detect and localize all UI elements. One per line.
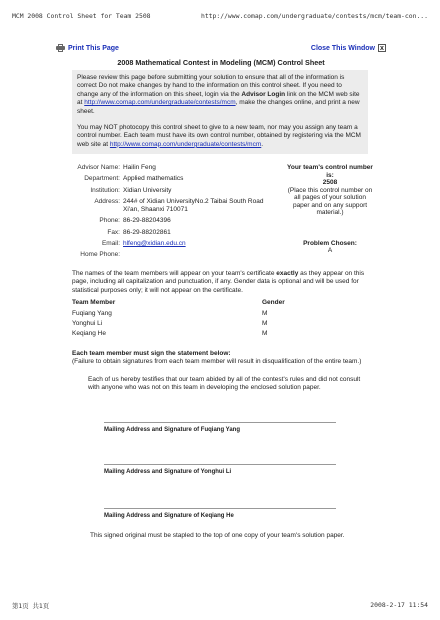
problem-chosen-block [286, 240, 374, 254]
email-link[interactable]: hlfeng@xidian.edu.cn [123, 240, 186, 248]
gender-header: Gender [262, 299, 285, 306]
page-title: 2008 Mathematical Contest in Modeling (MCM) Control Sheet [117, 58, 325, 67]
header-title: MCM 2008 Control Sheet for Team 2508 [12, 12, 151, 20]
printer-icon [56, 44, 65, 52]
header-url: http://www.comap.com/undergraduate/contests/mcm/team-con... [200, 12, 428, 20]
member-name: Fuqiang Yang [72, 309, 112, 317]
signature-line [104, 422, 336, 423]
table-row [72, 328, 368, 338]
phone-row: Phone: 86-29-88204396 [60, 217, 270, 225]
institution-row: Institution: Xidian University [60, 187, 270, 195]
home-phone-row: Home Phone: [60, 251, 270, 259]
home-phone [123, 251, 270, 259]
table-row [72, 308, 368, 318]
email-row: Email: hlfeng@xidian.edu.cn [101, 240, 186, 248]
member-gender: M [262, 319, 268, 327]
department-row: Department: Applied mathematics [60, 175, 270, 183]
instructions-paragraph-2: You may NOT photocopy this control sheet to give to a new team, nor may you assign any team a control number. Each team must have its own control number, obtained by registering via the MCM web site at http://www.comap.com/undergraduate/contests/mcm. [77, 124, 361, 148]
mcm-website-link-2[interactable]: http://www.comap.com/undergraduate/contests/mcm [109, 140, 262, 148]
signature-block [104, 422, 336, 433]
problem-value: A [327, 247, 333, 254]
table-header-row [72, 299, 368, 308]
control-number-block [286, 164, 374, 217]
team-member-header: Team Member [72, 299, 116, 306]
member-gender: M [262, 329, 268, 337]
table-row [72, 318, 368, 328]
control-number-note: (Place this control number on all pages of your solution paper and on any support material.) [287, 186, 373, 216]
control-number: 2508 [322, 179, 338, 186]
signature-line [104, 508, 336, 509]
print-header [12, 12, 428, 20]
exactly-emphasis: exactly [276, 270, 299, 277]
footer-page: 第1页 共1页 [12, 602, 50, 610]
institution: Xidian University [123, 186, 172, 194]
advisor-login-text: Advisor Login [241, 90, 286, 98]
footer-timestamp: 2008-2-17 11:54 [370, 601, 428, 609]
signature-line [104, 464, 336, 465]
signature-label: Mailing Address and Signature of Yonghui Li [104, 469, 232, 475]
address: 244# of Xidian UniversityNo.2 Taibai South Road Xi'an, Shaanxi 710071 [123, 197, 264, 214]
team-members-table [72, 299, 368, 338]
address-row: Address: 244# of Xidian UniversityNo.2 Taibai South Road Xi'an, Shaanxi 710071 [60, 198, 270, 215]
sign-subheading: (Failure to obtain signatures from each team member will result in disqualification of the entire team.) [72, 358, 362, 365]
signature-block [104, 464, 336, 475]
department: Applied mathematics [123, 175, 184, 183]
advisor-name: Hailin Feng [123, 164, 156, 171]
names-note: The names of the team members will appear on your team's certificate exactly as they appear on this page, including all capitalization and punctuation, if any. Gender data is optional and will be used for statistical purposes only; it will not appear on the certificate. [72, 270, 365, 294]
advisor-info [60, 164, 270, 263]
integrity-statement: Each of us hereby testifies that our team abided by all of the contest's rules and did not consult with anyone who was not on this team in developing the enclosed solution paper. [88, 376, 361, 392]
signature-block [104, 508, 336, 519]
fax-row: Fax: 86-29-88202861 [60, 229, 270, 237]
fax: 86-29-88202861 [123, 228, 171, 236]
sign-heading: Each team member must sign the statement below: [72, 350, 231, 357]
footer-note: This signed original must be stapled to the top of one copy of your team's solution paper. [90, 532, 345, 539]
close-icon: x [378, 44, 386, 52]
instructions-box [72, 70, 368, 154]
mcm-website-link[interactable]: http://www.comap.com/undergraduate/contests/mcm [84, 99, 236, 107]
print-page-button[interactable] [56, 44, 119, 52]
signature-label: Mailing Address and Signature of Keqiang He [104, 513, 234, 519]
advisor-name-row: Advisor Name: Hailin Feng [60, 164, 270, 172]
problem-heading: Problem Chosen: [303, 240, 357, 247]
toolbar [56, 44, 386, 58]
print-label: Print This Page [68, 44, 119, 52]
instructions-paragraph-1: Please review this page before submitting your solution to ensure that all of the information is correct Do not make changes by hand to the information on this control sheet. If you need to change any of the information on this sheet, login via the Advisor Login link on the MCM web site at http://www.comap.com/undergraduate/contests/mcm, make the changes online, and print a new sheet. [77, 74, 360, 115]
signature-label: Mailing Address and Signature of Fuqiang Yang [104, 427, 241, 433]
print-footer [12, 601, 428, 610]
member-gender: M [262, 309, 268, 317]
close-window-button[interactable] [311, 44, 386, 52]
member-name: Keqiang He [72, 329, 106, 337]
close-label: Close This Window [310, 44, 375, 52]
member-name: Yonghui Li [72, 319, 103, 327]
control-number-heading: Your team's control number is: [287, 164, 373, 179]
phone: 86-29-88204396 [123, 217, 171, 225]
